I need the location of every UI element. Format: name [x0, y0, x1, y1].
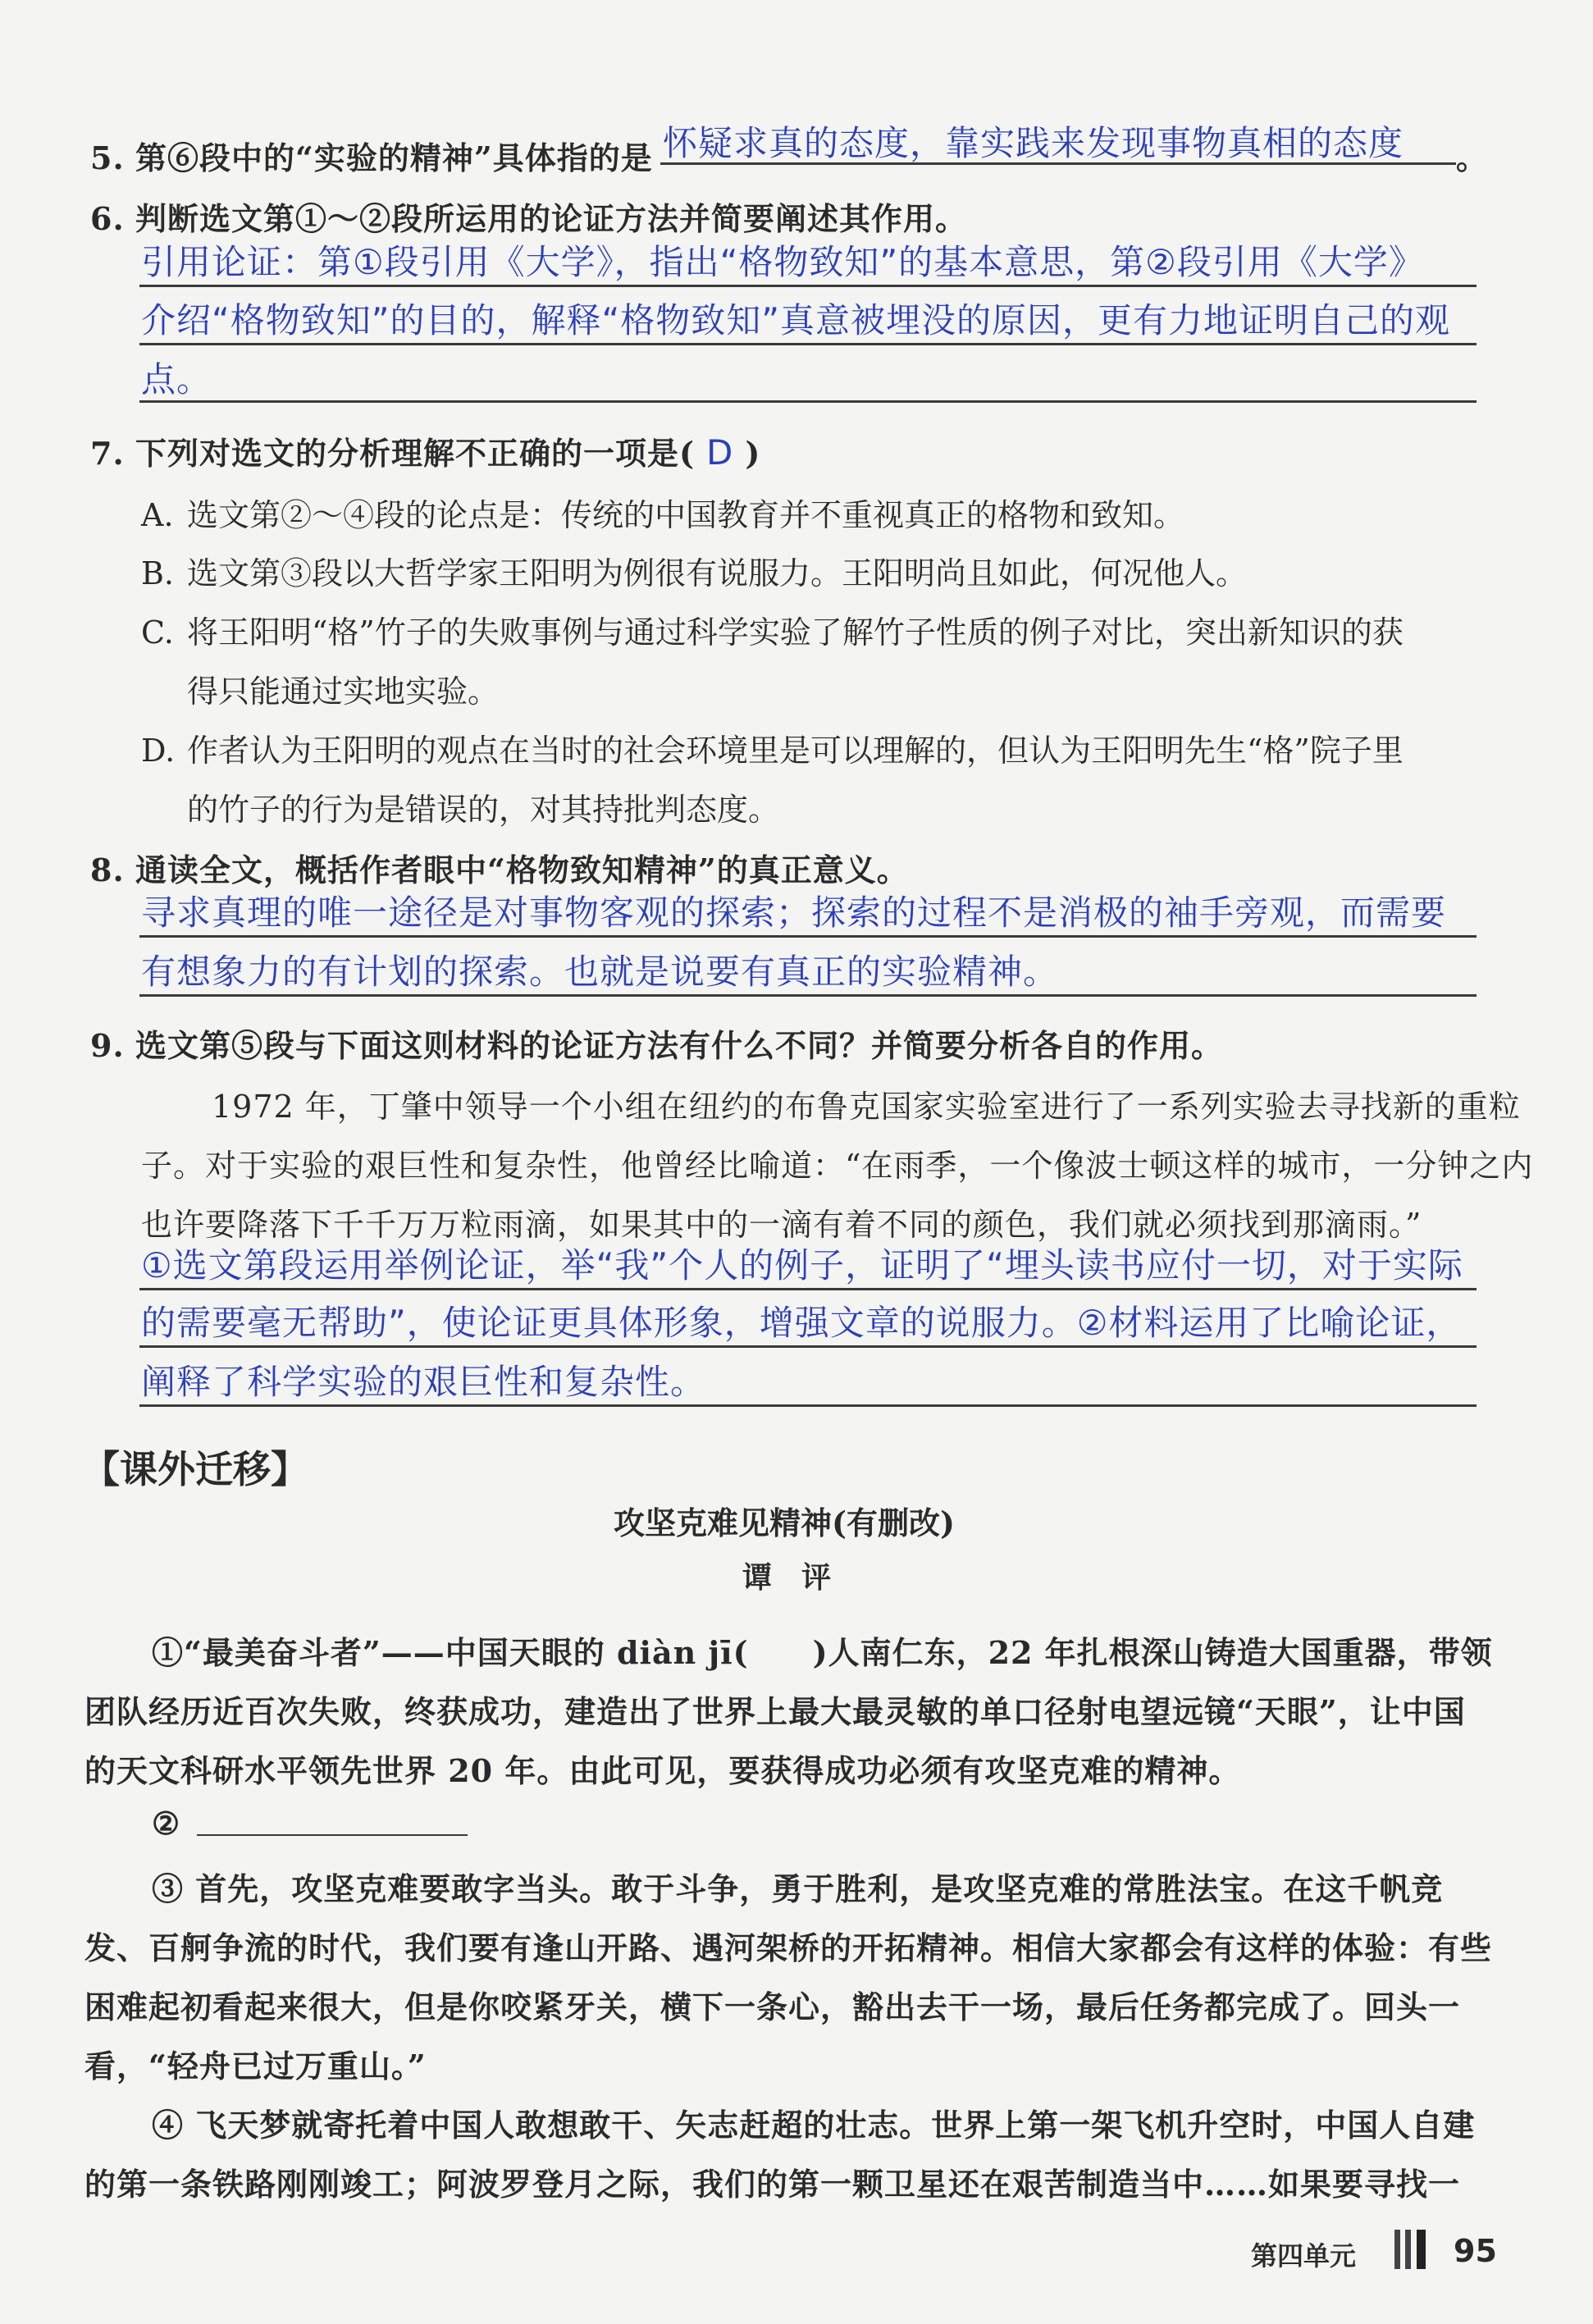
q9-rule-3 — [139, 1404, 1477, 1407]
q5-number: 5. — [90, 139, 125, 176]
q9-rule-2 — [139, 1345, 1477, 1348]
q6-number: 6. — [90, 200, 125, 237]
footer-unit: 第四单元 — [1251, 2240, 1357, 2271]
article-p3-line-1: ③ 首先，攻坚克难要敢字当头。敢于斗争，勇于胜利，是攻坚克难的常胜法宝。在这千帆竞 — [152, 1870, 1444, 1907]
q6-prompt: 6. 判断选文第①～②段所运用的论证方法并简要阐述其作用。 — [90, 200, 968, 237]
q9-answer-line-3: 阐释了科学实验的艰巨性和复杂性。 — [141, 1362, 706, 1402]
article-p4-line-1: ④ 飞天梦就寄托着中国人敢想敢干、矢志赶超的壮志。世界上第一架飞机升空时，中国人自建 — [152, 2107, 1476, 2144]
article-p1-line-1: ①“最美奋斗者”——中国天眼的 diàn jī( )人南仁东，22 年扎根深山铸造大国重器，带领 — [152, 1634, 1493, 1671]
q5-answer-line — [660, 162, 1456, 165]
article-p1-line-2: 团队经历近百次失败，终获成功，建造出了世界上最大最灵敏的单口径射电望远镜“天眼”，让中国 — [84, 1693, 1466, 1730]
q8-prompt: 8. 通读全文，概括作者眼中“格物致知精神”的真正意义。 — [90, 852, 909, 888]
q7-answer: D — [705, 432, 734, 473]
page-number: 95 — [1454, 2233, 1497, 2269]
q9-material-line-2: 子。对于实验的艰巨性和复杂性，他曾经比喻道：“在雨季，一个像波士顿这样的城市，一分钟之内 — [141, 1148, 1534, 1184]
q8-rule-2 — [139, 994, 1477, 997]
article-p3-line-2: 发、百舸争流的时代，我们要有逢山开路、遇河架桥的开拓精神。相信大家都会有这样的体验：有些 — [84, 1929, 1493, 1966]
q7-option-c-cont: 得只能通过实地实验。 — [187, 673, 500, 710]
q5-end: 。 — [1456, 139, 1489, 176]
q5-answer: 怀疑求真的态度，靠实践来发现事物真相的态度 — [663, 123, 1404, 163]
q6-rule-2 — [139, 343, 1477, 345]
q9-rule-1 — [139, 1288, 1477, 1290]
q8-number: 8. — [90, 852, 125, 888]
q6-rule-3 — [139, 400, 1477, 403]
footer-bars — [1394, 2230, 1427, 2271]
article-p2-marker: ② — [152, 1805, 181, 1842]
article-author: 谭 评 — [742, 1560, 832, 1595]
q7-number: 7. — [90, 435, 125, 472]
q6-answer-line-1: 引用论证：第①段引用《大学》，指出“格物致知”的基本意思，第②段引用《大学》 — [141, 242, 1424, 282]
article-p3-line-4: 看，“轻舟已过万重山。” — [84, 2048, 427, 2084]
q9-number: 9. — [90, 1027, 125, 1064]
q8-answer-line-2: 有想象力的有计划的探索。也就是说要有真正的实验精神。 — [141, 952, 1059, 992]
q7-option-a: A. 选文第②～④段的论点是：传统的中国教育并不重视真正的格物和致知。 — [141, 497, 1185, 533]
q9-prompt: 9. 选文第⑤段与下面这则材料的论证方法有什么不同？并简要分析各自的作用。 — [90, 1027, 1224, 1064]
q7-option-b: B. 选文第③段以大哲学家王阳明为例很有说服力。王阳明尚且如此，何况他人。 — [141, 555, 1248, 591]
q9-answer-line-1: ①选文第段运用举例论证，举“我”个人的例子，证明了“埋头读书应付一切，对于实际 — [141, 1245, 1463, 1285]
q6-rule-1 — [139, 285, 1477, 287]
q9-answer-line-2: 的需要毫无帮助”，使论证更具体形象，增强文章的说服力。②材料运用了比喻论证， — [141, 1303, 1462, 1343]
q7-option-c: C. 将王阳明“格”竹子的失败事例与通过科学实验了解竹子性质的例子对比，突出新知识的获 — [141, 614, 1404, 651]
article-p1-line-3: 的天文科研水平领先世界 20 年。由此可见，要获得成功必须有攻坚克难的精神。 — [84, 1752, 1241, 1789]
q7-option-d-cont: 的竹子的行为是错误的，对其持批判态度。 — [187, 792, 780, 828]
article-p4-line-2: 的第一条铁路刚刚竣工；阿波罗登月之际，我们的第一颗卫星还在艰苦制造当中……如果要寻找一 — [84, 2166, 1461, 2203]
q8-answer-line-1: 寻求真理的唯一途径是对事物客观的探索；探索的过程不是消极的袖手旁观，而需要 — [141, 893, 1447, 933]
article-p3-line-3: 困难起初看起来很大，但是你咬紧牙关，横下一条心，豁出去干一场，最后任务都完成了。回头一 — [84, 1988, 1461, 2025]
q7-option-d: D. 作者认为王阳明的观点在当时的社会环境里是可以理解的，但认为王阳明先生“格”院子里 — [141, 733, 1404, 769]
section-title: 【课外迁移】 — [82, 1447, 308, 1491]
article-title: 攻坚克难见精神(有删改) — [614, 1504, 955, 1541]
q6-answer-line-3: 点。 — [141, 359, 212, 400]
q9-material-line-1: 1972 年，丁肇中领导一个小组在纽约的布鲁克国家实验室进行了一系列实验去寻找新的重粒 — [212, 1089, 1521, 1125]
q5-prompt: 5. 第⑥段中的“实验的精神”具体指的是 — [90, 139, 653, 176]
q9-material-line-3: 也许要降落下千千万万粒雨滴，如果其中的一滴有着不同的颜色，我们就必须找到那滴雨。” — [141, 1207, 1422, 1243]
q7-prompt: 7. 下列对选文的分析理解不正确的一项是( D ) — [90, 432, 761, 473]
article-p2-blank — [197, 1834, 468, 1836]
q8-rule-1 — [139, 935, 1477, 938]
q6-answer-line-2: 介绍“格物致知”的目的，解释“格物致知”真意被埋没的原因，更有力地证明自己的观 — [141, 300, 1451, 340]
